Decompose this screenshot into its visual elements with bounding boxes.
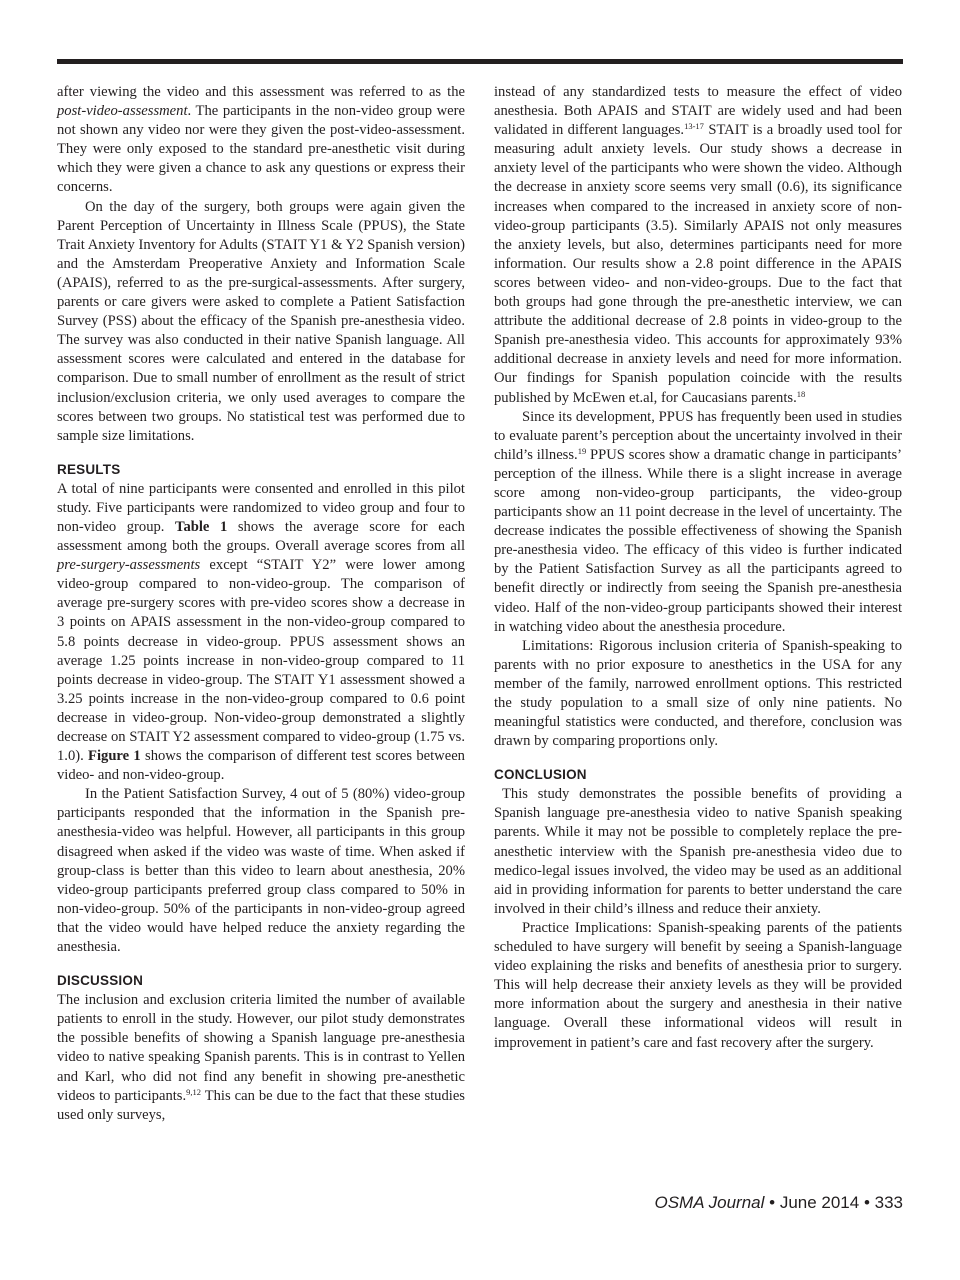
paragraph-discussion: The inclusion and exclusion criteria limited the number of available patients to enroll in the study. However, our pilot study demonstrates the possible benefits of showing a Spanish language pre-anesthesia video to native speaking Spanish parents. This is in contrast to Yellen and Karl, who did not find any benefit in showing pre-anesthetic videos to participants.$^{9,12}$ This can be due to the fact that these studies used only surveys, xyxy=(57,992,465,1123)
citation-19: 19 xyxy=(577,445,587,456)
paragraph-discussion-continued: instead of any standardized tests to measure the effect of video anesthesia. Both APAIS and STAIT are widely used and had been validated in different languages.$^{13-17}$ STAIT is a broadly used tool for measuring adult anxiety levels. Our study shows a decrease in anxiety level of the participants who were shown the video. Although the decrease in anxiety score seems very small (0.6), its significance increases when compared to the increased in anxiety score of non-video-group participants (3.5). Similarly APAIS not only measures the anxiety levels, but also, determines participants need for more information. Our results show a 2.8 point difference in the APAIS scores between video- and non-video-groups. Due to the fact that both groups had gone through the pre-anesthetic interview, we can attribute the additional decrease of 2.8 points in video-group to the Spanish pre-anesthesia video. This accounts for approximately 93% additional decrease in anxiety levels and need for more information. Our findings for Spanish population coincide with the results published by McEwen et.al, for Caucasians parents.$^{18}$ xyxy=(494,84,902,406)
issue-date: June 2014 xyxy=(779,1193,860,1212)
paragraph-ppus: Since its development, PPUS has frequently been used in studies to evaluate parent’s perception about the uncertainty involved in their child’s illness.$^{19}$ PPUS scores show a dramatic change in participants’ perception of the illness. While there is a slight increase in average score among non-video-group participants, the video-group participants show an 11 point decrease in the level of uncertainty. The decrease indicates the possible effectiveness of showing the Spanish pre-anesthesia video. The efficacy of this video is further indicated by the Patient Satisfaction Survey as all the participants agreed to benefit directly or indirectly from seeing the Spanish pre-anesthesia video. Half of the non-video-group participants showed their interest in watching video about the anesthesia procedure. xyxy=(494,408,903,635)
left-column xyxy=(57,83,465,1125)
term-post-video-assessment: post-video-assessment xyxy=(57,103,188,120)
paragraph-practice-implications: Practice Implications: Spanish-speaking parents of the patients scheduled to have surgery will benefit by seeing a Spanish-language video explaining the risks and benefits of anesthesia prior to surgery. This will help decrease their anxiety levels as they will be provided more information about the surgery and anesthesia in their native language. Overall these informational videos will result in improvement in patient’s care and fast recovery after the surgery. xyxy=(494,919,902,1051)
paragraph-satisfaction-survey: In the Patient Satisfaction Survey, 4 out of 5 (80%) video-group participants responded that the information in the Spanish pre-anesthesia-video was helpful. However, all participants in this group disagreed when asked if the video was waste of time. When asked if group-class is better than this video to learn about anesthesia, 20% video-group participants preferred group class compared to 50% in non-video-group. 50% of the participants in non-video-group agreed that the video would have helped reduce the anxiety regarding the anesthesia. xyxy=(57,786,465,956)
citation-18: 18 xyxy=(796,388,806,399)
discussion-heading: DISCUSSION xyxy=(57,973,144,989)
top-rule xyxy=(57,59,903,64)
figure-1-reference: Figure 1 xyxy=(88,748,141,765)
page-footer: OSMA Journal • June 2014 • 333 xyxy=(654,1193,903,1212)
table-1-reference: Table 1 xyxy=(175,518,228,535)
citation-9-12: 9,12 xyxy=(186,1086,202,1097)
conclusion-heading: CONCLUSION xyxy=(494,767,587,783)
paragraph-limitations: Limitations: Rigorous inclusion criteria of Spanish-speaking to parents with no prior exposure to anesthetics in the USA for any member of the family, narrowed enrollment options. This restricted the study population to a small size of only nine patients. No meaningful statistics were conducted, and therefore, conclusion was drawn by comparing proportions only. xyxy=(494,637,902,750)
results-heading: RESULTS xyxy=(57,461,121,477)
right-column xyxy=(494,83,902,1053)
journal-name: OSMA Journal xyxy=(654,1193,765,1212)
page-number: 333 xyxy=(874,1193,903,1212)
citation-13-17: 13-17 xyxy=(684,121,704,132)
paragraph-surgery-day: On the day of the surgery, both groups were again given the Parent Perception of Uncertainty in Illness Scale (PPUS), the State Trait Anxiety Inventory for Adults (STAIT Y1 & Y2 Spanish version) and the Amsterdam Preoperative Anxiety and Information Scale (APAIS), referred to as the pre-surgical-assessments. After surgery, parents or care givers were asked to complete a Patient Satisfaction Survey (PSS) about the efficacy of the Spanish pre-anesthesia video. The survey was also conducted in their native Spanish language. All assessment scores were calculated and entered in the database for comparison. Due to small number of enrollment as the result of strict inclusion/exclusion criteria, we only used averages to compare the scores between two groups. No statistical test was performed due to sample size limitations. xyxy=(57,198,465,444)
paragraph-conclusion: This study demonstrates the possible benefits of providing a Spanish language pre-anesthesia video to native Spanish speaking parents. While it may not be possible to completely replace the pre-anesthetic interview with the Spanish pre-anesthesia video due to medico-legal issues involved, the video may be used as an additional aid in providing information for parents to better understand the care involved in their child’s illness and reduce their anxiety. xyxy=(494,786,902,917)
paragraph-methods-continued: after viewing the video and this assessment was referred to as the post-video-assessment. The participants in the non-video group were not shown any video nor were they given the post-video-assessment. They were only exposed to the standard pre-anesthetic visit during which they were given a chance to ask any questions or express their concerns. xyxy=(57,84,465,196)
paragraph-results: A total of nine participants were consented and enrolled in this pilot study. Five participants were randomized to video group and four to non-video group. Table 1 shows the average score for each assessment among both the groups. Overall average scores from all pre-surgery-assessments except “STAIT Y2” were lower among video-group compared to non-video-group. The comparison of average pre-surgery scores with pre-video scores show a decrease in 3 points on APAIS assessment in the non-video-group compared to 5.8 points decrease in video-group. PPUS assessment shows an average 1.25 points increase in non-video-group compared to 11 points decrease in video-group. The STAIT Y1 assessment showed a 3.25 points increase in the non-video-group compared to 0.6 point decrease in video-group. Non-video-group demonstrated a slightly decrease on STAIT Y2 assessment compared to video-group (1.75 vs. 1.0). Figure 1 shows the comparison of different test scores between video- and non-video-group. xyxy=(57,480,465,784)
term-pre-surgery-assessments: pre-surgery-assessments xyxy=(57,557,201,574)
